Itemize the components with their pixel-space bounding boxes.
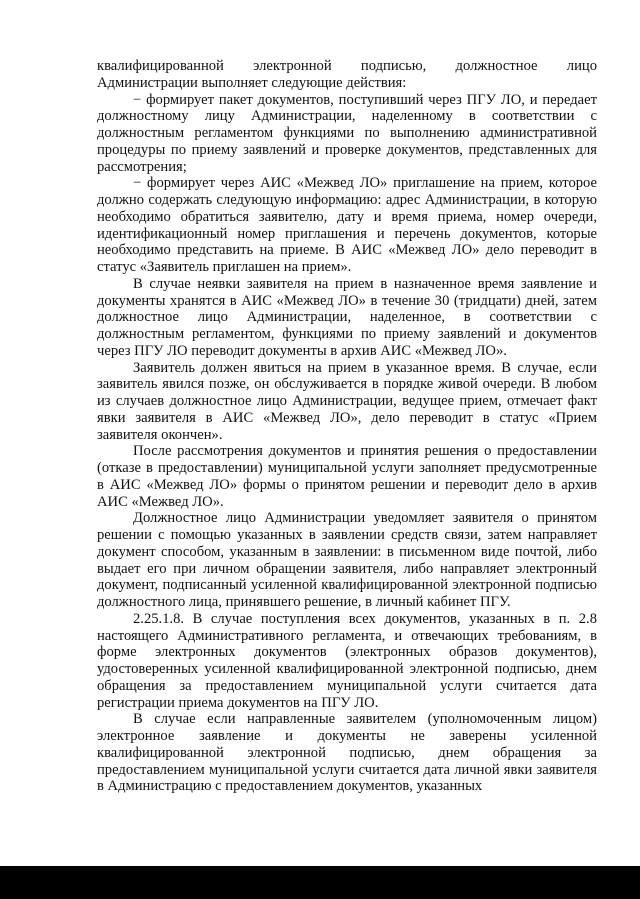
paragraph-2: − формирует пакет документов, поступивший через ПГУ ЛО, и передает должностному лицу Администрации, наделенному в соответствии с должностным регламентом функциями по выполнению административной процедуры по приему заявлений и проверке документов, представленных для рассмотрения; — [97, 91, 597, 175]
paragraph-9: В случае если направленные заявителем (уполномоченным лицом) электронное заявление и документы не заверены усиленной квалифицированной электронной подписью, днем обращения за предоставлением муниципальной услуги считается дата личной явки заявителя в Администрацию с предоставлением документов, указанных — [97, 711, 597, 795]
paragraph-8: 2.25.1.8. В случае поступления всех документов, указанных в п. 2.8 настоящего Административного регламента, и отвечающих требованиям, в форме электронных документов (электронных образов документов), удостоверенных усиленной квалифицированной электронной подписью, днем обращения за предоставлением муниципальной услуги считается дата регистрации приема документов на ПГУ ЛО. — [97, 610, 597, 711]
paragraph-3: − формирует через АИС «Межвед ЛО» приглашение на прием, которое должно содержать следующую информацию: адрес Администрации, в которую необходимо обратиться заявителю, дату и время приема, номер очереди, идентификационный номер приглашения и перечень документов, которые необходимо представить на приеме. В АИС «Межвед ЛО» дело переводит в статус «Заявитель приглашен на прием». — [97, 175, 597, 275]
paragraph-4: В случае неявки заявителя на прием в назначенное время заявление и документы хранятся в АИС «Межвед ЛО» в течение 30 (тридцати) дней, затем должностное лицо Администрации, наделенное, в соответствии с должностным регламентом, функциями по приему заявлений и документов через ПГУ ЛО переводит документы в архив АИС «Межвед ЛО». — [97, 275, 597, 359]
paragraph-7: Должностное лицо Администрации уведомляет заявителя о принятом решении с помощью указанных в заявлении средств связи, затем направляет документ способом, указанным в заявлении: в письменном виде почтой, либо выдает его при личном обращении заявителя, либо направляет электронный документ, подписанный усиленной квалифицированной электронной подписью должностного лица, принявшего решение, в личный кабинет ПГУ. — [97, 510, 597, 610]
scan-bottom-edge — [0, 866, 640, 899]
paragraph-6: После рассмотрения документов и принятия решения о предоставлении (отказе в предоставлении) муниципальной услуги заполняет предусмотренные в АИС «Межвед ЛО» формы о принятом решении и переводит дело в архив АИС «Межвед ЛО». — [97, 443, 597, 510]
paragraph-5: Заявитель должен явиться на прием в указанное время. В случае, если заявитель явился позже, он обслуживается в порядке живой очереди. В любом из случаев должностное лицо Администрации, ведущее прием, отмечает факт явки заявителя в АИС «Межвед ЛО», дело переводит в статус «Прием заявителя окончен». — [97, 359, 597, 443]
paragraph-1: квалифицированной электронной подписью, должностное лицо Администрации выполняет следующие действия: — [97, 58, 597, 91]
document-body — [97, 58, 597, 795]
